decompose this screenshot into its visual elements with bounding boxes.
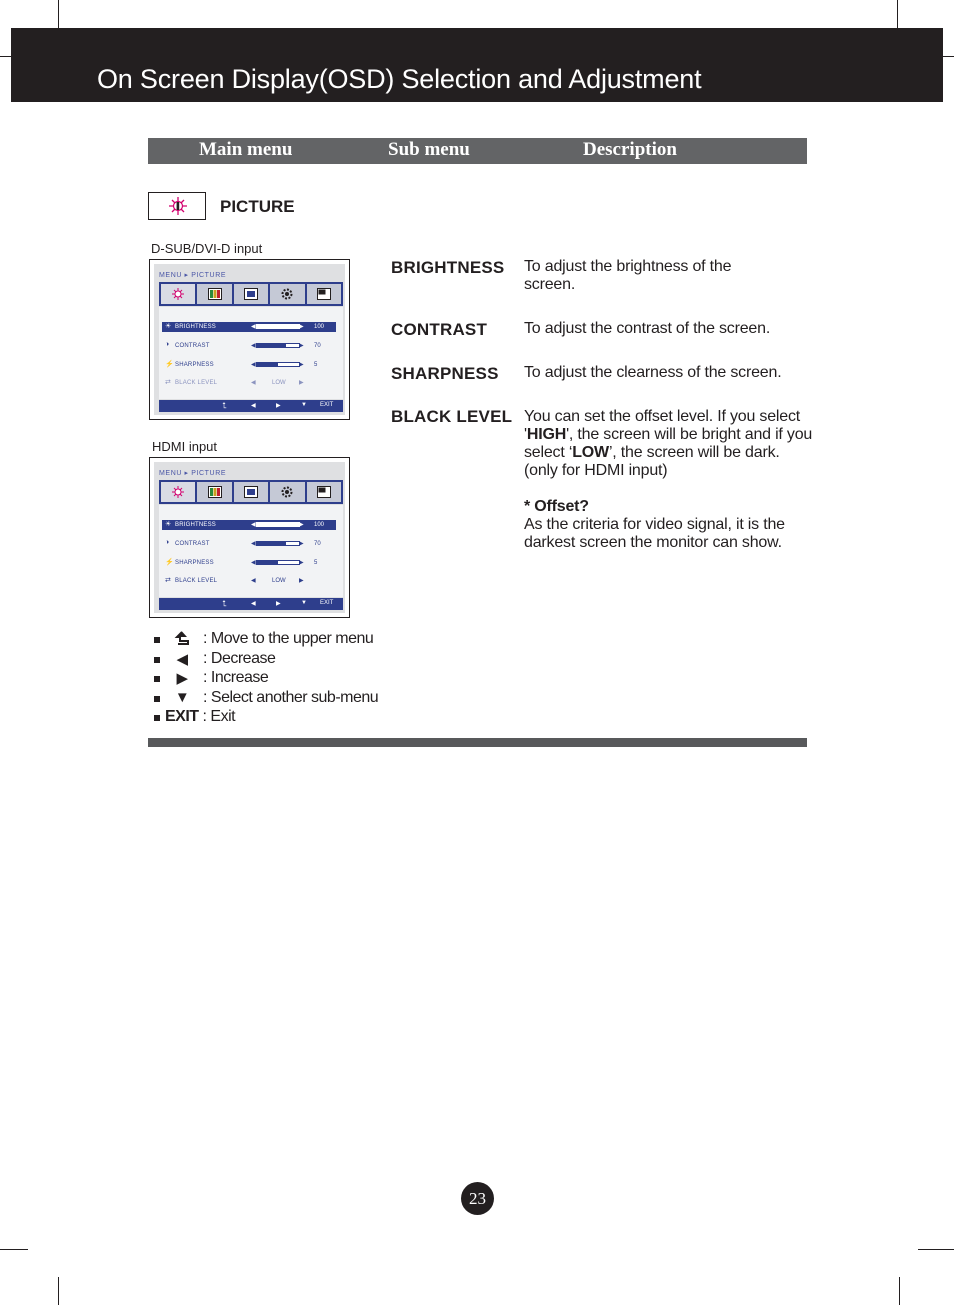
submenu-brightness: BRIGHTNESS	[391, 258, 505, 277]
bottom-divider	[148, 738, 807, 747]
increase-icon: ▶	[299, 343, 304, 349]
osd-brightness-icon: ☀	[165, 521, 172, 528]
osd-level-bar	[256, 362, 300, 367]
osd-row-label: BLACK LEVEL	[175, 379, 218, 386]
desc-low: LOW	[572, 444, 609, 461]
upper-menu-icon	[174, 630, 190, 650]
osd-picture-icon	[161, 482, 195, 502]
osd-color-icon	[197, 284, 231, 304]
bullet	[154, 657, 160, 663]
osd-row-contrast	[162, 539, 336, 549]
osd-frame	[154, 462, 345, 613]
legend-text: : Decrease	[203, 650, 276, 667]
osd-row-sharpness	[162, 360, 336, 370]
bullet	[154, 696, 160, 702]
submenu-sharpness: SHARPNESS	[391, 364, 499, 383]
crop-mark	[0, 1249, 28, 1250]
decrease-icon: ◀	[251, 403, 256, 409]
crop-mark	[58, 0, 59, 28]
offset-text: As the criteria for video signal, it is the darkest screen the monitor can show.	[524, 516, 785, 551]
osd-setup-icon	[270, 284, 304, 304]
crop-mark	[943, 56, 954, 57]
increase-icon: ▶	[176, 670, 188, 687]
legend-exit-text	[165, 708, 235, 726]
crop-mark	[899, 1277, 900, 1305]
decrease-icon: ◀	[251, 578, 256, 584]
osd-level-fill	[257, 363, 278, 366]
desc-contrast: To adjust the contrast of the screen.	[524, 320, 771, 337]
osd-level-bar	[256, 522, 300, 527]
osd-level-bar	[256, 560, 300, 565]
osd-row-value: 100	[314, 323, 325, 330]
increase-icon: ▶	[299, 560, 304, 566]
bullet	[154, 637, 160, 643]
desc-black-level	[524, 408, 816, 480]
table-header	[148, 138, 807, 164]
osd-row-label: BLACK LEVEL	[175, 577, 218, 584]
title-bar	[11, 28, 943, 102]
increase-icon: ▶	[276, 403, 281, 409]
osd-row-label: SHARPNESS	[175, 559, 214, 566]
osd-row-label: BRIGHTNESS	[175, 521, 217, 528]
osd-row-brightness	[162, 322, 336, 332]
osd-picture-icon	[161, 284, 195, 304]
decrease-icon: ◀	[251, 560, 256, 566]
select-down-icon: ▼	[301, 402, 307, 408]
upper-menu-icon: ⮤	[222, 599, 227, 608]
increase-icon: ▶	[299, 578, 304, 584]
crop-mark	[58, 1277, 59, 1305]
osd-pip-icon	[307, 284, 341, 304]
decrease-icon: ◀	[251, 324, 256, 330]
osd-sharpness-icon: ⚡	[165, 559, 174, 566]
osd-pip-icon	[307, 482, 341, 502]
osd-level-bar	[256, 541, 300, 546]
crop-mark	[0, 56, 11, 57]
select-down-icon: ▼	[301, 600, 307, 606]
osd-row-contrast	[162, 341, 336, 351]
decrease-icon: ◀	[251, 601, 256, 607]
osd-panel	[159, 307, 343, 399]
bullet	[154, 715, 160, 721]
crop-mark	[918, 1249, 954, 1250]
osd-row-black-level	[162, 576, 336, 586]
osd-black-level-icon: ⇄	[165, 379, 171, 386]
desc-brightness: To adjust the brightness of the screen.	[524, 258, 732, 293]
picture-icon	[149, 193, 205, 219]
legend-text: : Select another sub-menu	[203, 689, 379, 706]
osd-level-fill	[257, 542, 286, 545]
osd-exit-label: EXIT	[320, 402, 334, 408]
osd-row-value: 5	[314, 361, 318, 368]
legend-text: : Increase	[203, 669, 269, 686]
header-main-menu: Main menu	[199, 139, 293, 160]
osd-row-black-level	[162, 378, 336, 388]
desc-high: HIGH	[526, 426, 567, 443]
bullet	[154, 676, 160, 682]
osd-level-bar	[256, 324, 300, 329]
osd-menu-title: MENU ▸ PICTURE	[159, 272, 227, 279]
osd-row-value: LOW	[272, 577, 286, 584]
offset-title: * Offset?	[524, 498, 589, 515]
osd-level-fill	[257, 561, 278, 564]
decrease-icon: ◀	[251, 362, 256, 368]
osd-contrast-icon: ◑	[165, 539, 170, 546]
page-title: On Screen Display(OSD) Selection and Adjustment	[97, 64, 702, 94]
desc-text: ', the screen will be bright and if you select ‘	[524, 426, 813, 461]
osd-row-brightness	[162, 520, 336, 530]
osd-level-fill	[257, 325, 299, 328]
osd-row-label: SHARPNESS	[175, 361, 214, 368]
desc-text: You can set the offset level. If you select '	[524, 408, 801, 443]
osd-level-fill	[257, 523, 299, 526]
osd-color-icon	[197, 482, 231, 502]
increase-icon: ▶	[276, 601, 281, 607]
dsub-dvi-caption: D-SUB/DVI-D input	[151, 241, 263, 256]
osd-icon-bar	[159, 282, 343, 306]
osd-menu-title: MENU ▸ PICTURE	[159, 470, 227, 477]
osd-exit-label: EXIT	[320, 600, 334, 606]
header-sub-menu: Sub menu	[388, 139, 470, 160]
osd-screenshot-hdmi	[149, 457, 350, 618]
osd-display-icon	[234, 482, 268, 502]
osd-row-sharpness	[162, 558, 336, 568]
hdmi-caption: HDMI input	[152, 439, 218, 454]
desc-text: ’, the screen will be dark. (only for HDMI input)	[524, 444, 780, 479]
osd-black-level-icon: ⇄	[165, 577, 171, 584]
submenu-contrast: CONTRAST	[391, 320, 488, 339]
decrease-icon: ◀	[251, 541, 256, 547]
desc-sharpness: To adjust the clearness of the screen.	[524, 364, 782, 381]
osd-contrast-icon: ◑	[165, 341, 170, 348]
osd-sharpness-icon: ⚡	[165, 361, 174, 368]
decrease-icon: ◀	[251, 380, 256, 386]
osd-brightness-icon: ☀	[165, 323, 172, 330]
increase-icon: ▶	[299, 522, 304, 528]
osd-row-value: 5	[314, 559, 318, 566]
osd-row-label: CONTRAST	[175, 540, 210, 547]
legend-text: : Move to the upper menu	[203, 630, 374, 647]
picture-menu-icon-box	[148, 192, 206, 220]
select-down-icon: ▼	[174, 689, 190, 706]
osd-frame	[154, 264, 345, 415]
increase-icon: ▶	[299, 324, 304, 330]
osd-icon-bar	[159, 480, 343, 504]
osd-row-value: 70	[314, 342, 321, 349]
osd-setup-icon	[270, 482, 304, 502]
header-description: Description	[583, 139, 677, 160]
increase-icon: ▶	[299, 362, 304, 368]
decrease-icon: ◀	[176, 651, 188, 668]
osd-bottom-bar	[159, 598, 343, 610]
osd-panel	[159, 505, 343, 597]
main-menu-picture-label: PICTURE	[220, 197, 295, 216]
page-number: 23	[461, 1182, 494, 1215]
osd-row-label: BRIGHTNESS	[175, 323, 217, 330]
legend-exit-label: EXIT	[165, 708, 199, 725]
decrease-icon: ◀	[251, 522, 256, 528]
decrease-icon: ◀	[251, 343, 256, 349]
osd-row-label: CONTRAST	[175, 342, 210, 349]
osd-level-bar	[256, 343, 300, 348]
osd-row-value: LOW	[272, 379, 286, 386]
osd-bottom-bar	[159, 400, 343, 412]
upper-menu-icon: ⮤	[222, 401, 227, 410]
osd-row-value: 100	[314, 521, 325, 528]
increase-icon: ▶	[299, 380, 304, 386]
crop-mark	[897, 0, 898, 28]
osd-screenshot-dsub	[149, 259, 350, 420]
legend-text: : Exit	[198, 708, 236, 725]
osd-level-fill	[257, 344, 286, 347]
submenu-black-level: BLACK LEVEL	[391, 407, 513, 426]
osd-display-icon	[234, 284, 268, 304]
osd-row-value: 70	[314, 540, 321, 547]
increase-icon: ▶	[299, 541, 304, 547]
